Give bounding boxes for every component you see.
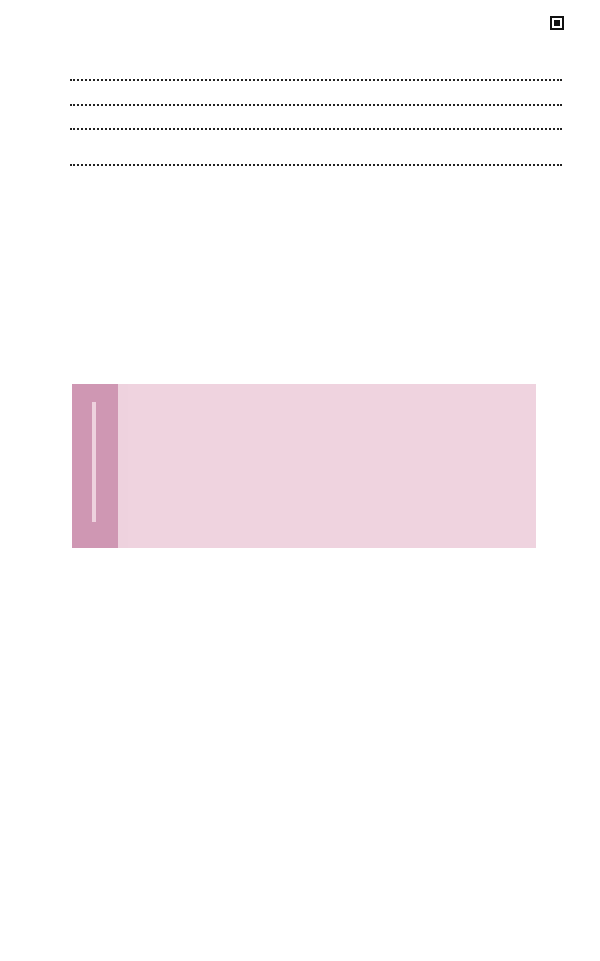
toc-chapter-heading bbox=[70, 147, 562, 171]
toc-leader-dots bbox=[70, 79, 562, 81]
toc-leader-dots bbox=[70, 104, 562, 106]
square-bullet-icon bbox=[550, 16, 564, 30]
toc-leader-dots bbox=[70, 128, 562, 130]
table-of-contents bbox=[70, 62, 562, 171]
watermark-logo-icon bbox=[72, 384, 118, 548]
page-header bbox=[30, 8, 570, 38]
toc-leader-dots bbox=[70, 164, 562, 166]
toc-entry bbox=[70, 86, 562, 110]
toc-entry bbox=[70, 111, 562, 135]
toc-entry bbox=[70, 62, 562, 86]
watermark bbox=[72, 384, 536, 548]
